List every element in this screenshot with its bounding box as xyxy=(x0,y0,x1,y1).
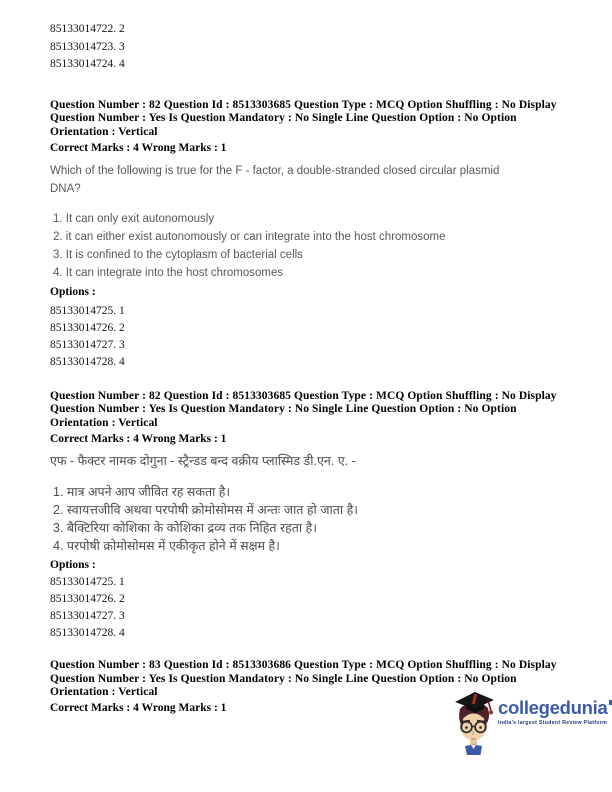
question-block-82-english xyxy=(50,99,578,371)
choice-list xyxy=(50,483,578,555)
option-id-row: 85133014726. 2 xyxy=(50,321,125,334)
choice-item: 3. बैक्टिरिया कोशिका के कोशिका द्रव्य तक निहित रहता है। xyxy=(53,520,317,535)
marks-line: Correct Marks : 4 Wrong Marks : 1 xyxy=(50,141,227,154)
option-id-row: 85133014727. 3 xyxy=(50,609,125,622)
question-header-line: Orientation : Vertical xyxy=(50,126,158,139)
collegedunia-logo xyxy=(452,689,612,763)
option-id-list xyxy=(50,574,578,642)
option-id-row: 85133014726. 2 xyxy=(50,592,125,605)
option-id-row: 85133014728. 4 xyxy=(50,626,125,639)
option-id-row: 85133014727. 3 xyxy=(50,338,125,351)
options-label: Options : xyxy=(50,285,96,298)
option-id-row: 85133014723. 3 xyxy=(50,40,125,53)
choice-item: 4. It can integrate into the host chromosomes xyxy=(53,266,284,279)
question-header xyxy=(50,99,578,140)
brand-name: collegedunia xyxy=(498,697,608,718)
student-mascot-icon xyxy=(452,689,496,761)
question-text: Which of the following is true for the F - factor, a double-stranded closed circular plasmid DNA? xyxy=(50,164,500,195)
option-id-row: 85133014722. 2 xyxy=(50,23,125,35)
brand-wordmark xyxy=(498,698,612,718)
question-header-line: Orientation : Vertical xyxy=(50,686,158,699)
question-text: एफ - फैक्टर नामक दोगुना - स्ट्रैन्डड बन्द वक्रीय प्लास्मिड डी.एन. ए. - xyxy=(50,453,356,468)
option-id-row: 85133014728. 4 xyxy=(50,355,125,368)
question-header-line: Question Number : Yes Is Question Mandatory : No Single Line Question Option : No Option xyxy=(50,672,517,685)
question-header-line: Question Number : Yes Is Question Mandatory : No Single Line Question Option : No Option xyxy=(50,112,517,125)
choice-item: 1. It can only exit autonomously xyxy=(53,212,215,225)
choice-item: 2. it can either exist autonomously or can integrate into the host chromosome xyxy=(53,230,446,243)
question-header-line: Question Number : 82 Question Id : 8513303685 Question Type : MCQ Option Shuffling : No Display xyxy=(50,98,557,111)
option-id-list xyxy=(50,303,578,371)
option-id-row: 85133014725. 1 xyxy=(50,304,125,317)
question-header-line: Question Number : 83 Question Id : 8513303686 Question Type : MCQ Option Shuffling : No Display xyxy=(50,658,557,671)
choice-item: 2. स्वायत्तजीवि अथवा परपोषी क्रोमोसोमस में अन्तः जात हो जाता है। xyxy=(53,502,358,517)
options-label: Options : xyxy=(50,558,96,571)
question-header-line: Question Number : Yes Is Question Mandatory : No Single Line Question Option : No Option xyxy=(50,403,517,416)
marks-line: Correct Marks : 4 Wrong Marks : 1 xyxy=(50,433,227,446)
content-column xyxy=(50,0,578,716)
question-header-line: Question Number : 82 Question Id : 8513303685 Question Type : MCQ Option Shuffling : No Display xyxy=(50,389,557,402)
option-id-row: 85133014724. 4 xyxy=(50,58,125,70)
question-block-82-hindi xyxy=(50,390,578,642)
choice-item: 1. मात्र अपने आप जीवित रह सकता है। xyxy=(53,484,231,499)
choice-item: 4. परपोषी क्रोमोसोमस में एकीकृत होने में सक्षम है। xyxy=(53,538,280,553)
option-id-row: 85133014725. 1 xyxy=(50,575,125,588)
question-header-line: Orientation : Vertical xyxy=(50,417,158,430)
choice-item: 3. It is confined to the cytoplasm of bacterial cells xyxy=(53,248,303,261)
brand-tagline: India's largest Student Review Platform xyxy=(498,720,608,726)
choice-list xyxy=(50,210,578,282)
logo-text xyxy=(498,698,612,726)
marks-line: Correct Marks : 4 Wrong Marks : 1 xyxy=(50,702,227,715)
question-header xyxy=(50,390,578,431)
previous-question-option-ids xyxy=(50,21,578,74)
